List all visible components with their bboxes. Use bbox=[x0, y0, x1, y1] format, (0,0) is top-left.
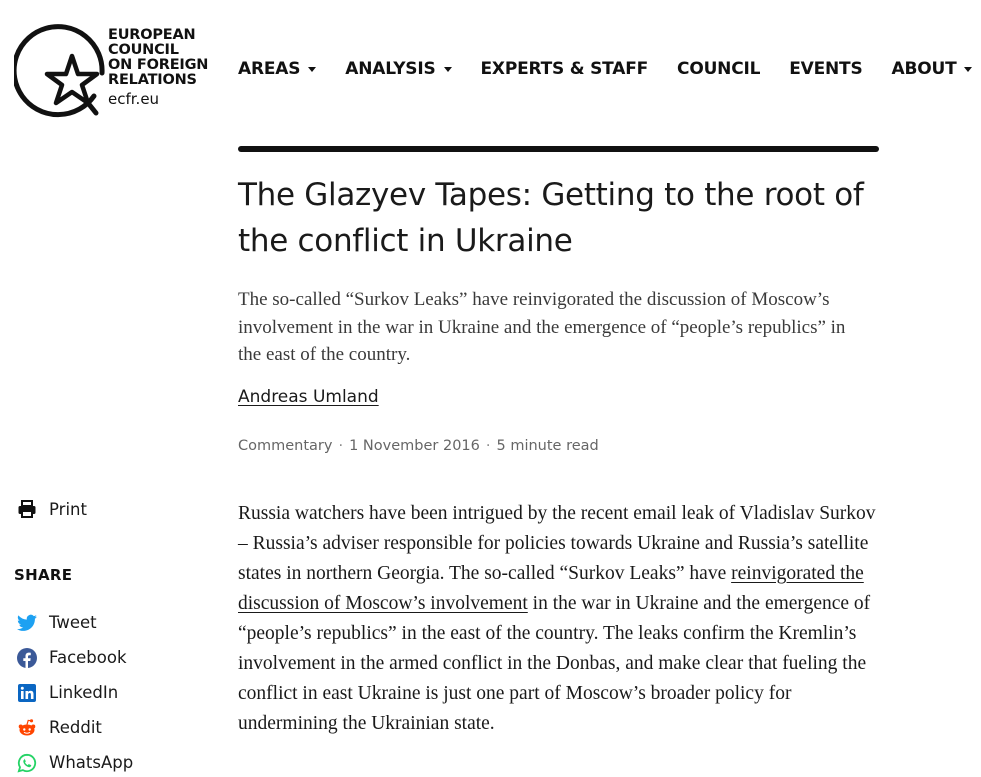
nav-label: ANALYSIS bbox=[345, 59, 436, 79]
article-read-time: 5 minute read bbox=[496, 438, 599, 454]
share-label: WhatsApp bbox=[49, 753, 134, 772]
article-meta bbox=[238, 438, 599, 454]
meta-separator: · bbox=[338, 438, 344, 454]
logo-line: ON FOREIGN bbox=[108, 57, 209, 73]
share-facebook[interactable] bbox=[17, 640, 133, 675]
nav-label: ABOUT bbox=[891, 59, 957, 79]
title-rule bbox=[238, 146, 879, 152]
body-inline-link[interactable]: reinvigorated the discussion of Moscow’s involvement bbox=[238, 563, 864, 614]
print-button[interactable] bbox=[17, 499, 87, 519]
article-body-paragraph bbox=[238, 499, 878, 739]
nav-events[interactable] bbox=[789, 59, 862, 79]
logo-wordmark bbox=[108, 28, 208, 88]
author-link[interactable]: Andreas Umland bbox=[238, 387, 379, 407]
print-label: Print bbox=[49, 499, 87, 519]
twitter-icon bbox=[17, 613, 37, 633]
article-title: The Glazyev Tapes: Getting to the root of the conflict in Ukraine bbox=[238, 177, 864, 259]
article-date: 1 November 2016 bbox=[349, 438, 480, 454]
reddit-icon bbox=[17, 718, 37, 738]
share-label: Facebook bbox=[49, 648, 127, 667]
share-whatsapp[interactable] bbox=[17, 745, 133, 777]
share-twitter[interactable] bbox=[17, 605, 133, 640]
share-reddit[interactable] bbox=[17, 710, 133, 745]
nav-analysis[interactable] bbox=[345, 59, 451, 79]
nav-label: EXPERTS & STAFF bbox=[480, 59, 649, 79]
chevron-down-icon bbox=[964, 67, 972, 72]
logo-line: EUROPEAN bbox=[108, 27, 196, 43]
logo-star-circle-icon bbox=[14, 18, 114, 118]
body-text: in the war in Ukraine and the emergence of “people’s republics” in the east of the country. The leaks confirm the Kremlin’s involvement in the armed conflict in the Donbas, and make clear that fueling the conflict in east Ukraine is just one part of Moscow’s broader policy for undermining the Ukrainian state. bbox=[238, 593, 871, 734]
chevron-down-icon bbox=[444, 67, 452, 72]
logo-url: ecfr.eu bbox=[108, 90, 160, 108]
article-type: Commentary bbox=[238, 438, 333, 454]
share-label: Tweet bbox=[49, 613, 97, 632]
body-text: Russia watchers have been intrigued by the recent email leak of Vladislav Surkov – Russia’s adviser responsible for policies towards Ukraine and Russia’s satellite states in northern Georgia. The so-called “Surkov Leaks” have bbox=[238, 503, 876, 584]
ecfr-logo[interactable] bbox=[14, 18, 214, 118]
share-heading: SHARE bbox=[14, 566, 73, 584]
main-nav bbox=[238, 57, 972, 81]
nav-experts-staff[interactable] bbox=[481, 59, 649, 79]
logo-line: COUNCIL bbox=[108, 42, 179, 58]
linkedin-icon bbox=[17, 683, 37, 703]
share-label: LinkedIn bbox=[49, 683, 119, 702]
share-label: Reddit bbox=[49, 718, 102, 737]
nav-label: COUNCIL bbox=[677, 59, 761, 79]
share-linkedin[interactable] bbox=[17, 675, 133, 710]
nav-council[interactable] bbox=[677, 59, 760, 79]
printer-icon bbox=[17, 499, 37, 519]
logo-line: RELATIONS bbox=[108, 72, 197, 88]
share-list bbox=[17, 605, 133, 777]
nav-label: AREAS bbox=[238, 59, 301, 79]
meta-separator: · bbox=[485, 438, 491, 454]
facebook-icon bbox=[17, 648, 37, 668]
nav-areas[interactable] bbox=[238, 59, 316, 79]
whatsapp-icon bbox=[17, 753, 37, 773]
nav-label: EVENTS bbox=[789, 59, 863, 79]
article-standfirst: The so-called “Surkov Leaks” have reinvigorated the discussion of Moscow’s involvement in the war in Ukraine and the emergence of “people’s republics” in the east of the country. bbox=[238, 289, 846, 365]
nav-about[interactable] bbox=[892, 59, 973, 79]
chevron-down-icon bbox=[308, 67, 316, 72]
